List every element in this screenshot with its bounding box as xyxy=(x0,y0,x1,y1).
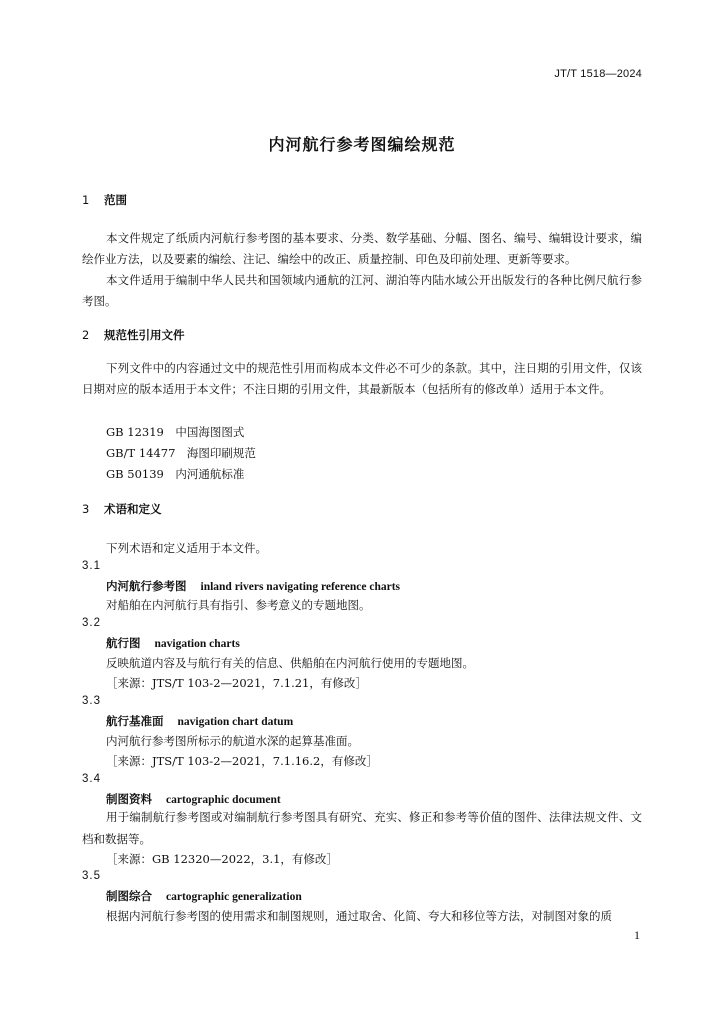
term-number: 3.1 xyxy=(82,560,101,572)
term-definition: 内河航行参考图所标示的航道水深的起算基准面。 xyxy=(106,734,359,748)
section-2-heading xyxy=(82,327,185,343)
term-en: cartographic document xyxy=(166,794,281,806)
page-title: 内河航行参考图编绘规范 xyxy=(268,135,456,154)
section-1-para-2: 本文件适用于编制中华人民共和国领域内通航的江河、湖泊等内陆水域公开出版发行的各种比例尺航行参考图。 xyxy=(82,273,642,308)
section-2-para-1: 下列文件中的内容通过文中的规范性引用而构成本文件必不可少的条款。其中，注日期的引用文件，仅该日期对应的版本适用于本文件；不注日期的引用文件，其最新版本（包括所有的修改单）适用于本文件。 xyxy=(82,361,642,396)
term-en: inland rivers navigating reference charts xyxy=(200,581,401,593)
normative-ref: GB/T 14477 海图印刷规范 xyxy=(106,446,256,460)
normative-ref: GB 12319 中国海图图式 xyxy=(106,425,245,439)
term-name xyxy=(106,713,293,729)
term-number: 3.3 xyxy=(82,695,101,707)
term-name xyxy=(106,888,302,904)
doc-code: JT/T 1518—2024 xyxy=(554,68,642,80)
section-1-heading xyxy=(82,192,127,208)
term-source: ［来源：GB 12320—2022，3.1，有修改］ xyxy=(106,852,338,866)
term-definition: 用于编制航行参考图或对编制航行参考图具有研究、充实、修正和参考等价值的图件、法律法规文件、文档和数据等。 xyxy=(82,810,642,846)
page-number: 1 xyxy=(634,928,640,942)
term-number: 3.4 xyxy=(82,773,101,785)
section-number: 2 xyxy=(82,328,90,342)
term-source: ［来源：JTS/T 103-2—2021，7.1.21，有修改］ xyxy=(106,676,367,690)
section-3-heading xyxy=(82,501,162,517)
term-number: 3.5 xyxy=(82,870,101,882)
term-zh: 制图综合 xyxy=(106,889,152,903)
section-title: 范围 xyxy=(104,193,127,207)
section-1-para-1: 本文件规定了纸质内河航行参考图的基本要求、分类、数学基础、分幅、图名、编号、编辑设计要求，编绘作业方法，以及要素的编绘、注记、编绘中的改正、质量控制、印色及印前处理、更新等要求。 xyxy=(82,231,642,266)
section-3-intro: 下列术语和定义适用于本文件。 xyxy=(106,541,267,555)
term-name xyxy=(106,578,400,594)
term-zh: 制图资料 xyxy=(106,792,152,806)
term-number: 3.2 xyxy=(82,617,101,629)
section-title: 规范性引用文件 xyxy=(104,328,185,342)
term-zh: 航行基准面 xyxy=(106,714,164,728)
section-title: 术语和定义 xyxy=(104,502,162,516)
term-zh: 航行图 xyxy=(106,636,141,650)
section-number: 1 xyxy=(82,193,90,207)
term-zh: 内河航行参考图 xyxy=(106,579,187,593)
term-source: ［来源：JTS/T 103-2—2021，7.1.16.2，有修改］ xyxy=(106,754,378,768)
term-definition: 反映航道内容及与航行有关的信息、供船舶在内河航行使用的专题地图。 xyxy=(106,656,474,670)
term-en: navigation chart datum xyxy=(177,716,294,728)
normative-ref: GB 50139 内河通航标准 xyxy=(106,467,245,481)
term-definition: 根据内河航行参考图的使用需求和制图规则，通过取舍、化简、夸大和移位等方法，对制图对象的质 xyxy=(106,909,612,923)
term-en: cartographic generalization xyxy=(166,891,302,903)
term-definition: 对船舶在内河航行具有指引、参考意义的专题地图。 xyxy=(106,598,371,612)
section-number: 3 xyxy=(82,502,90,516)
term-en: navigation charts xyxy=(154,638,240,650)
term-name xyxy=(106,635,240,651)
term-name xyxy=(106,791,281,807)
